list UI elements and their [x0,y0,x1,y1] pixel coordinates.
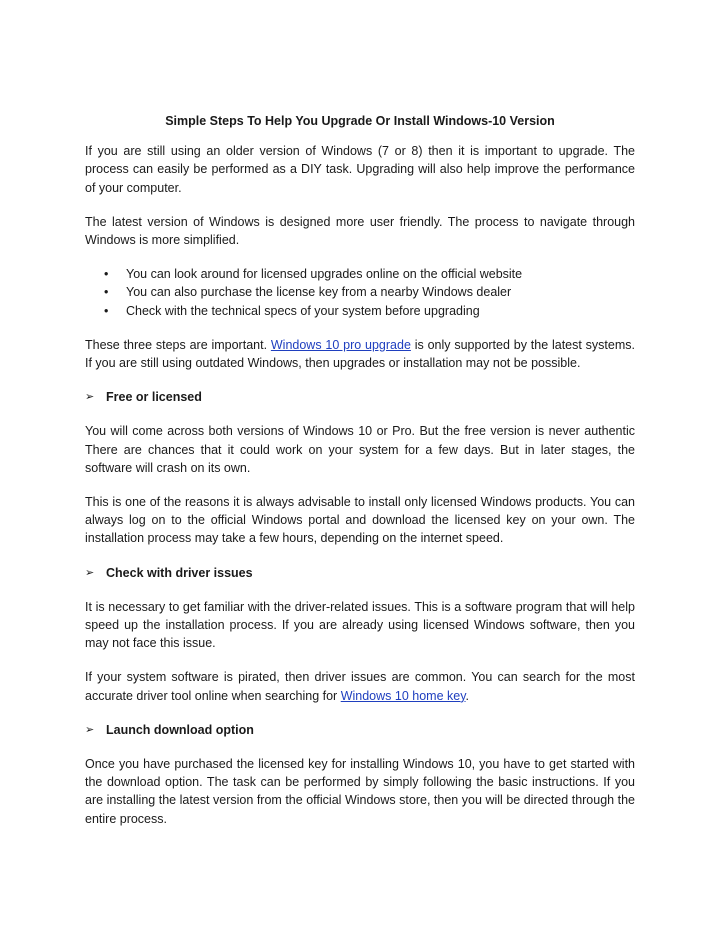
section-heading-free-or-licensed [85,388,635,406]
arrow-bullet-icon: ➢ [85,723,95,736]
bullet-icon: • [104,285,109,300]
list-item-text: Check with the technical specs of your system before upgrading [126,303,480,318]
free-licensed-paragraph-2: This is one of the reasons it is always advisable to install only licensed Windows products. You can always log on to the official Windows portal and download the licensed key on your own. The installation process may take a few hours, depending on the internet speed. [85,495,635,546]
steps-text-before: These three steps are important. [85,337,271,352]
driver-text-after: . [465,688,470,703]
bullet-icon: • [104,303,109,318]
list-item [85,302,635,320]
free-licensed-paragraph-1: You will come across both versions of Windows 10 or Pro. But the free version is never authentic There are chances that it could work on your system for a few days. But in later stages, the software will crash on its own. [85,424,635,475]
section-heading-driver-issues [85,564,635,582]
section-heading-text: Launch download option [106,722,254,737]
steps-paragraph [85,336,635,372]
steps-bullet-list [85,265,635,320]
document-page [85,112,635,844]
arrow-bullet-icon: ➢ [85,391,95,404]
driver-issues-paragraph-1: It is necessary to get familiar with the driver-related issues. This is a software program that will help speed up the installation process. If you are already using licensed Windows software, then you may not face this issue. [85,599,635,651]
section-heading-launch-download [85,721,635,739]
windows-10-home-key-link[interactable]: Windows 10 home key [340,688,466,703]
list-item-text: You can also purchase the license key from a nearby Windows dealer [126,285,512,300]
launch-download-paragraph: Once you have purchased the licensed key for installing Windows 10, you have to get started with the download option. The task can be performed by simply following the basic instructions. If you are installing the latest version from the official Windows store, then you will be directed through the entire process. [85,757,635,826]
section-heading-text: Check with driver issues [106,565,253,580]
intro-paragraph-1: If you are still using an older version of Windows (7 or 8) then it is important to upgrade. The process can easily be performed as a DIY task. Upgrading will also help improve the performance of your computer. [85,144,635,195]
arrow-bullet-icon: ➢ [85,566,95,579]
driver-text-before: If your system software is pirated, then driver issues are common. You can search for the most accurate driver tool online when searching for [85,670,635,703]
list-item-text: You can look around for licensed upgrades online on the official website [126,267,523,282]
list-item [85,265,635,283]
section-heading-text: Free or licensed [106,390,202,405]
bullet-icon: • [104,267,109,282]
list-item [85,283,635,301]
windows-10-pro-upgrade-link[interactable]: Windows 10 pro upgrade [270,337,411,352]
intro-paragraph-2: The latest version of Windows is designed more user friendly. The process to navigate through Windows is more simplified. [85,214,635,248]
document-title: Simple Steps To Help You Upgrade Or Install Windows-10 Version [165,114,555,128]
steps-text-after: is only supported by the latest systems. If you are still using outdated Windows, then upgrades or installation may not be possible. [85,337,635,371]
driver-issues-paragraph-2 [85,668,635,704]
